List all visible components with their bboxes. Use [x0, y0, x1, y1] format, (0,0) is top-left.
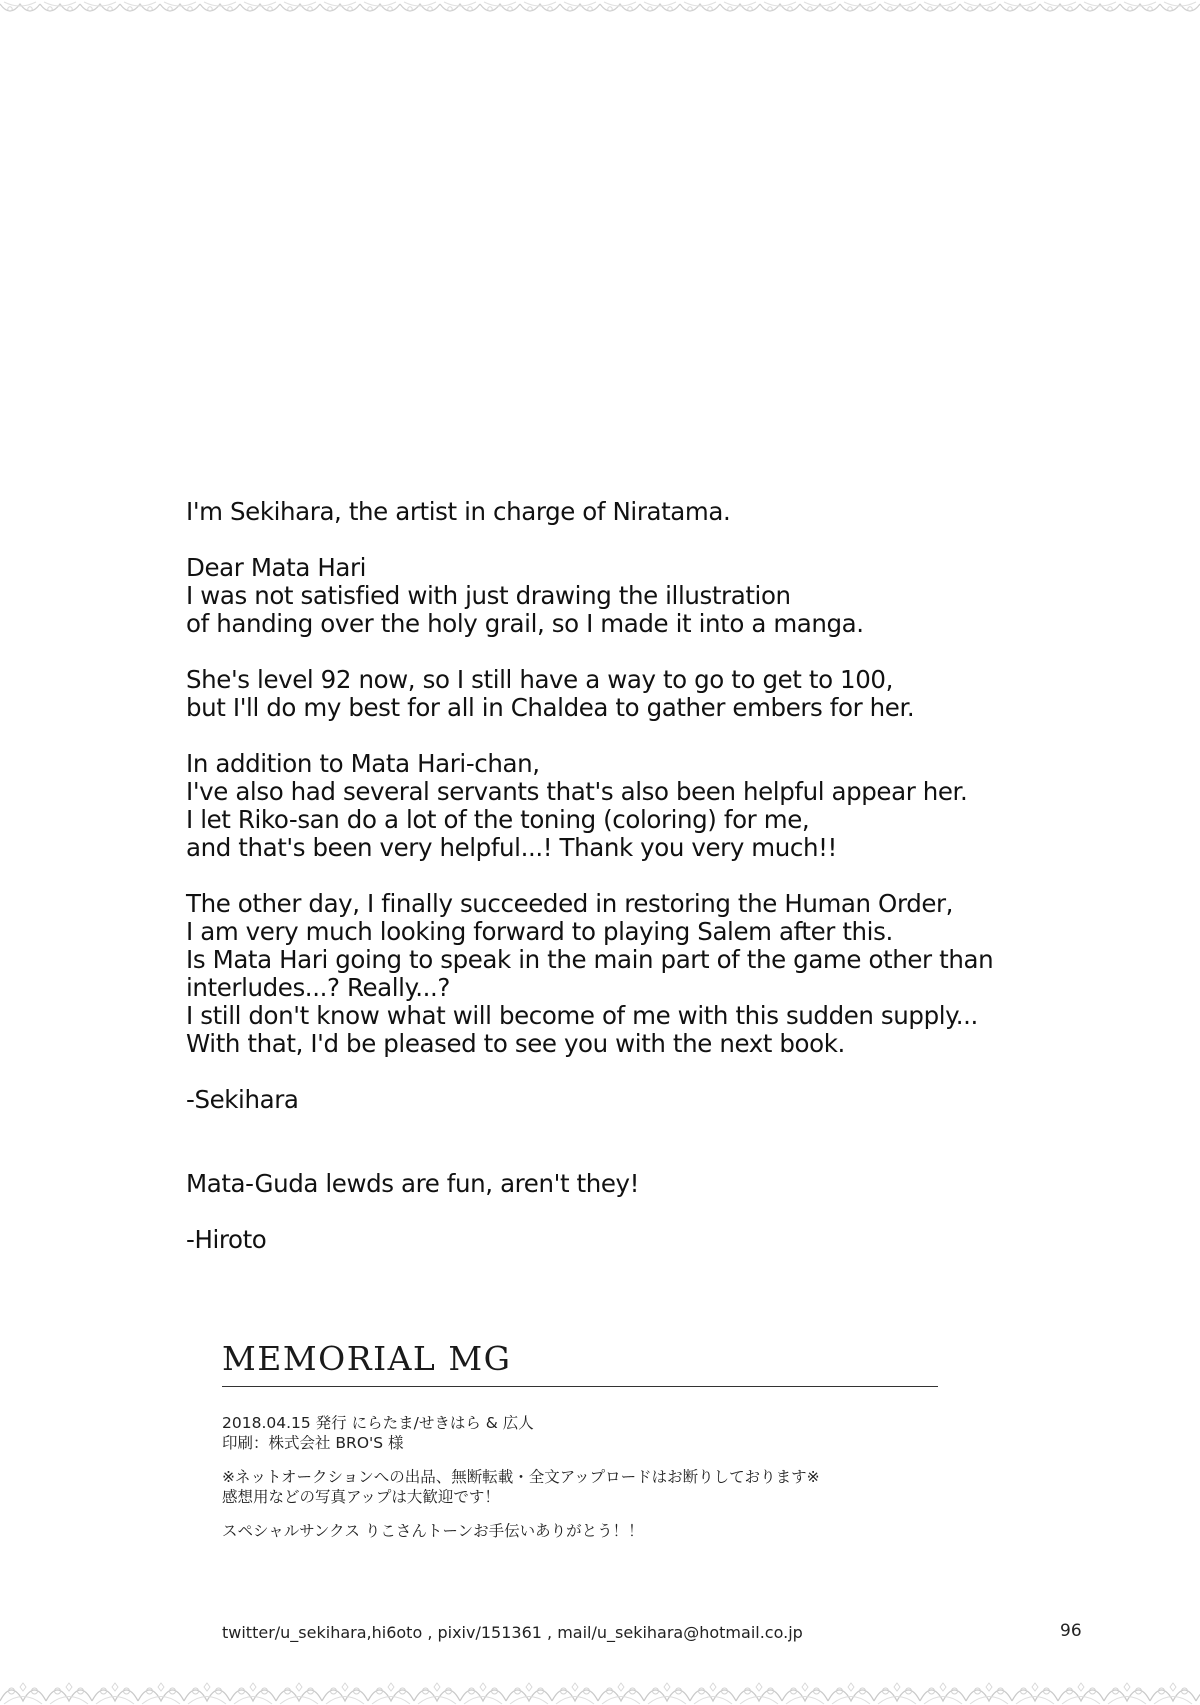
afterword-paragraph — [186, 554, 1086, 638]
text-line: I let Riko-san do a lot of the toning (coloring) for me, — [186, 805, 810, 834]
afterword-paragraph — [186, 666, 1086, 722]
printer-line: 印刷：株式会社 BRO'S 様 — [222, 1434, 404, 1452]
colophon — [222, 1413, 982, 1541]
notice-line: 感想用などの写真アップは大歓迎です！ — [222, 1488, 500, 1506]
text-line: She's level 92 now, so I still have a way to go to get to 100, — [186, 665, 894, 694]
afterword-paragraph — [186, 890, 1086, 1058]
text-line: The other day, I finally succeeded in restoring the Human Order, — [186, 889, 954, 918]
colophon-title: MEMORIAL MG — [222, 1339, 512, 1378]
lace-border-bottom — [0, 1671, 1200, 1705]
issue-line: 2018.04.15 発行 にらたま/せきはら & 広人 — [222, 1414, 534, 1432]
colophon-divider — [222, 1386, 938, 1387]
afterword-paragraph — [186, 498, 1086, 526]
text-line: interludes...? Really...? — [186, 973, 450, 1002]
page-number: 96 — [1060, 1621, 1082, 1641]
text-line: and that's been very helpful...! Thank you very much!! — [186, 833, 837, 862]
signature-hiroto — [186, 1226, 1086, 1254]
contact-line: twitter/u_sekihara,hi6oto , pixiv/151361 , mail/u_sekihara@hotmail.co.jp — [222, 1623, 803, 1642]
afterword — [186, 498, 1086, 1254]
text-line: I still don't know what will become of me with this sudden supply... — [186, 1001, 978, 1030]
text-line: -Sekihara — [186, 1085, 299, 1114]
text-line: Dear Mata Hari — [186, 553, 367, 582]
text-line: I was not satisfied with just drawing the illustration — [186, 581, 791, 610]
text-line: I've also had several servants that's also been helpful appear her. — [186, 777, 968, 806]
text-line: but I'll do my best for all in Chaldea to gather embers for her. — [186, 693, 915, 722]
text-line: of handing over the holy grail, so I made it into a manga. — [186, 609, 864, 638]
text-line: Mata-Guda lewds are fun, aren't they! — [186, 1169, 640, 1198]
signature-sekihara — [186, 1086, 1086, 1114]
notice-line: ※ネットオークションへの出品、無断転載・全文アップロードはお断りしております※ — [222, 1468, 820, 1486]
postscript — [186, 1170, 1086, 1198]
afterword-paragraph — [186, 750, 1086, 862]
text-line: I am very much looking forward to playing Salem after this. — [186, 917, 893, 946]
thanks-line: スペシャルサンクス りこさんトーンお手伝いありがとう！！ — [222, 1522, 644, 1540]
lace-border-top — [0, 0, 1200, 22]
text-line: In addition to Mata Hari-chan, — [186, 749, 540, 778]
text-line: Is Mata Hari going to speak in the main part of the game other than — [186, 945, 994, 974]
text-line: -Hiroto — [186, 1225, 267, 1254]
text-line: With that, I'd be pleased to see you with the next book. — [186, 1029, 845, 1058]
text-line: I'm Sekihara, the artist in charge of Niratama. — [186, 497, 731, 526]
